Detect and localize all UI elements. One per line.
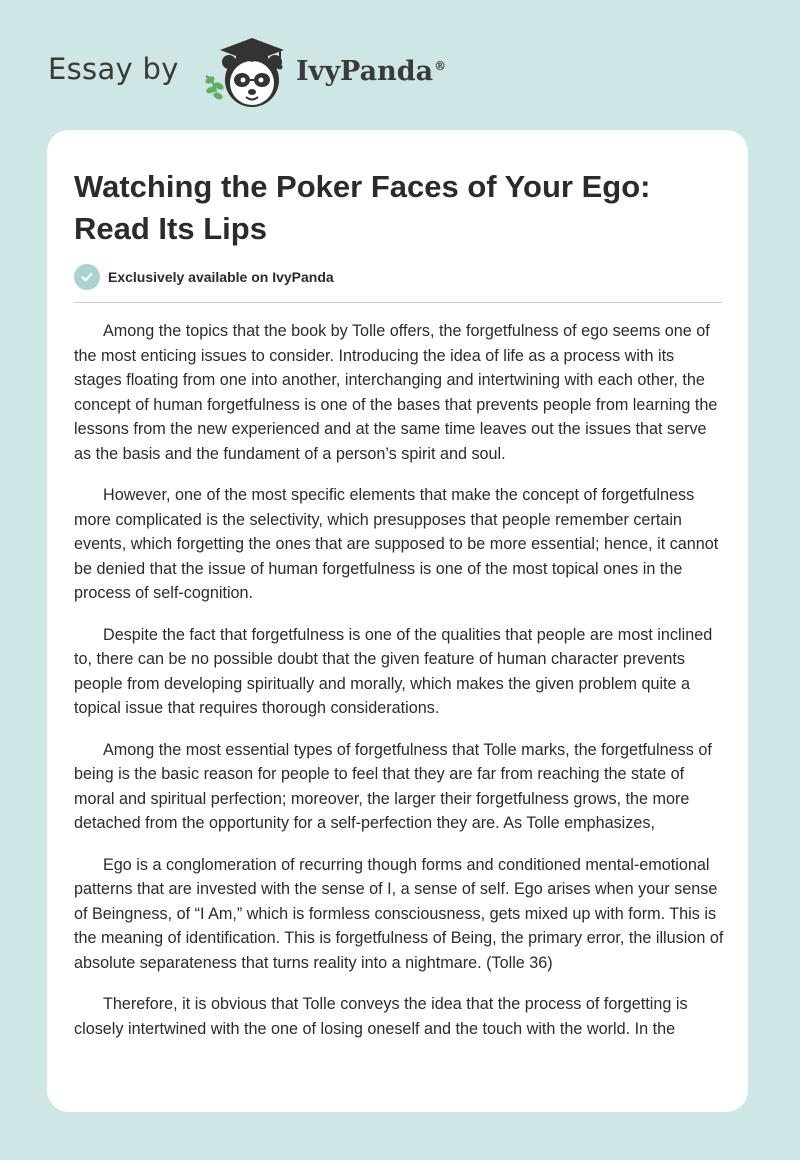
essay-paragraph: Therefore, it is obvious that Tolle conveys the idea that the process of forgetting is closely intertwined with the one of losing oneself and the touch with the world. In the	[74, 995, 688, 1038]
exclusive-badge	[74, 264, 334, 290]
title-divider	[74, 302, 722, 303]
essay-paragraph: Among the most essential types of forgetfulness that Tolle marks, the forgetfulness of being is the basic reason for people to feel that they are far from reaching the state of moral and spiritual perfection; moreover, the larger their forgetfulness grows, the more detached from the opportunity for a self-perfection they are. As Tolle emphasizes,	[74, 740, 712, 832]
essay-by-label: Essay by	[48, 52, 179, 86]
exclusive-label: Exclusively available on IvyPanda	[108, 269, 334, 285]
panda-logo-icon[interactable]	[200, 36, 296, 112]
registered-mark: ®	[434, 59, 447, 73]
brand-name[interactable]: IvyPanda®	[296, 56, 447, 87]
checkmark-icon	[74, 264, 100, 290]
essay-body	[74, 319, 724, 1058]
essay-paragraph: Among the topics that the book by Tolle offers, the forgetfulness of ego seems one of the most enticing issues to consider. Introducing the idea of life as a process with its stages floating from one into another, interchanging and intertwining with each other, the concept of human forgetfulness is one of the bases that prevents people from learning the lessons from the new experienced and at the same time leaves out the issues that serve as the basis and the fundament of a person’s spirit and soul.	[74, 322, 718, 463]
essay-card	[47, 130, 748, 1112]
essay-title: Watching the Poker Faces of Your Ego: Read Its Lips	[74, 169, 651, 246]
block-quote: Ego is a conglomeration of recurring though forms and conditioned mental-emotional patterns that are invested with the sense of I, a sense of self. Ego arises when your sense of Beingness, of “I Am,” which is formless consciousness, gets mixed up with form. This is the meaning of identification. This is forgetfulness of Being, the primary error, the illusion of absolute separateness that turns reality into a nightmare. (Tolle 36)	[74, 855, 724, 972]
site-header	[0, 0, 800, 130]
essay-paragraph: However, one of the most specific elements that make the concept of forgetfulness more complicated is the selectivity, which presupposes that people remember certain events, which forgetting the ones that are supposed to be more essential; hence, it cannot be denied that the issue of human forgetfulness is one of the most topical ones in the process of self-cognition.	[74, 486, 719, 602]
essay-paragraph: Despite the fact that forgetfulness is one of the qualities that people are most inclined to, there can be no possible doubt that the given feature of human character prevents people from developing spiritually and morally, which makes the given problem quite a topical issue that requires thorough considerations.	[74, 625, 713, 717]
